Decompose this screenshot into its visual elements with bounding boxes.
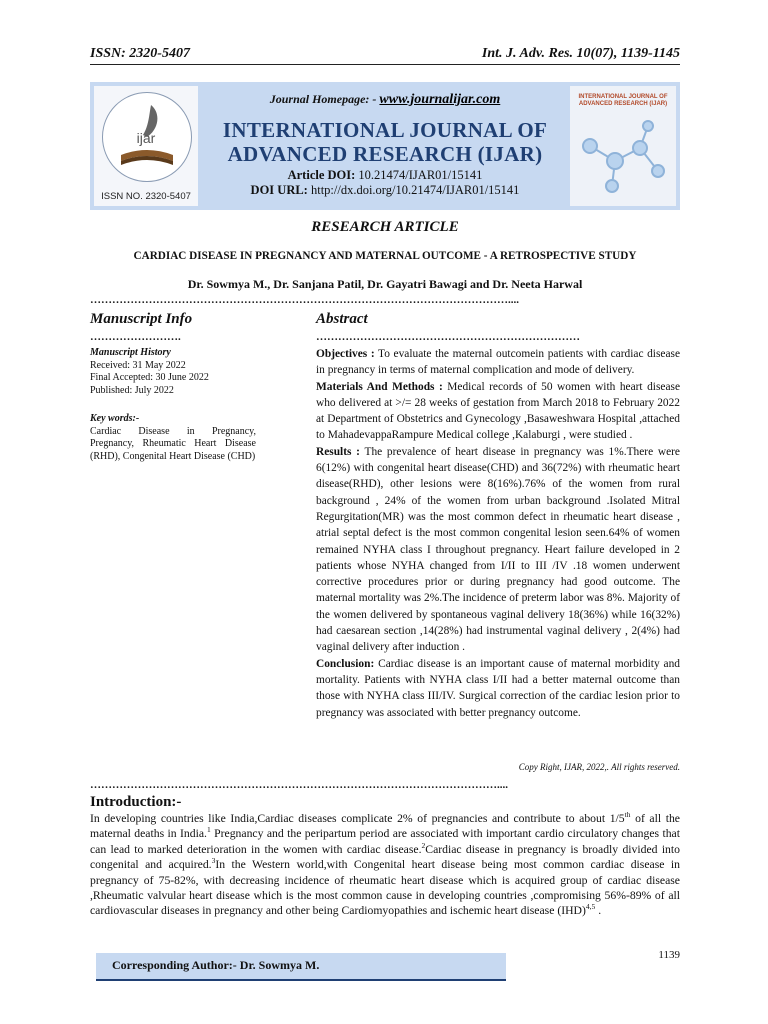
doi-label: Article DOI: bbox=[287, 168, 356, 182]
doi-value: 10.21474/IJAR01/15141 bbox=[358, 168, 483, 182]
abstract-results bbox=[316, 444, 680, 656]
manuscript-history bbox=[90, 347, 256, 397]
intro-text-1: In developing countries like India,Cardiac diseases complicate 2% of pregnancies and contribute to about 1/5 bbox=[90, 812, 625, 825]
intro-text-6: . bbox=[595, 904, 602, 918]
journal-cover-image bbox=[570, 86, 676, 206]
citation-1: 1 bbox=[206, 825, 211, 835]
citation-2: 2 bbox=[421, 840, 426, 850]
accepted-date: Final Accepted: 30 June 2022 bbox=[90, 372, 209, 384]
abstract-heading: Abstract bbox=[316, 311, 368, 327]
objectives-label: Objectives : bbox=[316, 348, 375, 360]
citation-3: 3 bbox=[211, 856, 216, 866]
separator-top: …………………………………………………………………………………………………….... bbox=[90, 294, 519, 306]
page-number: 1139 bbox=[658, 949, 680, 961]
running-header bbox=[90, 46, 680, 65]
journal-title-line1: INTERNATIONAL JOURNAL OF bbox=[222, 118, 548, 142]
abstract-body bbox=[316, 346, 680, 721]
logo-wordmark: ijar bbox=[136, 130, 156, 146]
introduction-heading: Introduction:- bbox=[90, 794, 182, 810]
citation-4-5: 4,5 bbox=[585, 902, 596, 912]
homepage-link[interactable]: www.journalijar.com bbox=[379, 92, 501, 107]
journal-banner bbox=[90, 82, 680, 210]
conclusion-label: Conclusion: bbox=[316, 657, 375, 670]
corresponding-author: Corresponding Author:- Dr. Sowmya M. bbox=[112, 958, 320, 972]
methods-text: Medical records of 50 women with heart disease who delivered at >/= 28 weeks of gestation from March 2018 to February 2022 at Department of Obstetrics and Gynecology ,Basaweshwara Hospital ,attached to MahadevappaRampure Medical college ,Kalaburgi , were studied . bbox=[316, 380, 680, 442]
homepage-label: Journal Homepage: - bbox=[269, 92, 377, 106]
logo-issn: ISSN NO. 2320-5407 bbox=[101, 191, 191, 202]
published-date: Published: July 2022 bbox=[90, 384, 174, 396]
methods-label: Materials And Methods : bbox=[316, 380, 443, 393]
intro-text-2: of all the maternal deaths in India. bbox=[90, 812, 680, 841]
abstract-conclusion bbox=[316, 656, 680, 721]
copyright-notice: Copy Right, IJAR, 2022,. All rights reserved. bbox=[518, 762, 680, 772]
article-title: CARDIAC DISEASE IN PREGNANCY AND MATERNAL OUTCOME - A RETROSPECTIVE STUDY bbox=[133, 250, 637, 262]
keywords-block bbox=[90, 413, 256, 463]
abstract-separator: ……………………………………………………………… bbox=[316, 331, 580, 343]
intro-text-5: In the Western world,with Congenital heart disease being most common cardiac disease in pregnancy of 75-82%, with decreasing incidence of rheumatic heart disease which is acquired group of cardiac disease ,Rheumatic valvular heart disease which is the most common cause in developing countries ,compromising 56%-89% of all cardiovascular diseases in pregnancy and other being Cardiomyopathies and ischemic heart disease (IHD) bbox=[90, 858, 680, 918]
intro-text-3: Pregnancy and the peripartum period are associated with important cardio circulatory changes that can lead to marked deterioration in the women with cardiac disease. bbox=[90, 827, 680, 856]
intro-text-4: Cardiac disease in pregnancy is broadly divided into congenital and acquired. bbox=[90, 842, 680, 872]
results-label: Results : bbox=[316, 445, 360, 458]
corresponding-author-box bbox=[96, 953, 506, 981]
journal-title-line2: ADVANCED RESEARCH (IJAR) bbox=[227, 142, 543, 166]
article-authors: Dr. Sowmya M., Dr. Sanjana Patil, Dr. Gayatri Bawagi and Dr. Neeta Harwal bbox=[187, 277, 583, 291]
history-label: Manuscript History bbox=[90, 347, 171, 358]
journal-title bbox=[208, 118, 562, 166]
intro-sup-th: th bbox=[624, 810, 631, 820]
citation-label: Int. J. Adv. Res. 10(07), 1139-1145 bbox=[481, 46, 680, 61]
cover-title: INTERNATIONAL JOURNAL OF ADVANCED RESEARCH (IJAR) bbox=[578, 94, 668, 107]
doi-block bbox=[208, 168, 562, 198]
abstract-methods bbox=[316, 379, 680, 444]
manuscript-separator: ……………………. bbox=[90, 331, 181, 343]
abstract-objectives bbox=[316, 346, 680, 379]
objectives-text: To evaluate the maternal outcomein patients with cardiac disease in pregnancy in terms of maternal complication and mode of delivery. bbox=[316, 348, 681, 377]
doi-url-label: DOI URL: bbox=[250, 183, 308, 197]
keywords-label: Key words:- bbox=[90, 413, 140, 424]
conclusion-text: Cardiac disease is an important cause of maternal morbidity and mortality. Patients with NYHA class I/II had a better maternal outcome than those with NYHA class III/IV. Surgical correction of the cardiac lesion prior to pregnancy was associated with better pregnancy outcome. bbox=[316, 657, 680, 719]
received-date: Received: 31 May 2022 bbox=[90, 359, 186, 371]
results-text: The prevalence of heart disease in pregnancy was 1%.There were 6(12%) with congenital heart disease(CHD) and 36(72%) with rheumatic heart disease(RHD), other lesions were 8(16%).76% of the women from rural background , 24% of the women from urban background .Isolated Mitral Regurgitation(MR) was the most common defect in rheumatic heart disease , atrial septal defect is the most common congenital lesion seen.64% of women remained NYHA class I throughout pregnancy. Heart failure developed in 2 patients whose NYHA changed from I/II to III /IV .18 women underwent corrective procedures prior or during pregnancy had good outcome. The maternal mortality was 2%.The incidence of preterm labor was 8%. Majority of the women delivered by spontaneous vaginal delivery 18(36%) while 16(32%) had caesarean section ,14(28%) had instrumental vaginal delivery , 2(4%) had vaginal delivery after induction . bbox=[316, 445, 680, 654]
doi-url-link[interactable]: http://dx.doi.org/10.21474/IJAR01/15141 bbox=[310, 183, 520, 197]
introduction-body bbox=[90, 811, 680, 919]
issn-label: ISSN: 2320-5407 bbox=[90, 46, 190, 61]
keywords-text: Cardiac Disease in Pregnancy, Pregnancy, Rheumatic Heart Disease (RHD), Congenital Heart Disease (CHD) bbox=[90, 425, 256, 462]
separator-bottom: ………………………………………………………………………………………………….... bbox=[90, 779, 508, 791]
manuscript-info-heading: Manuscript Info bbox=[90, 311, 193, 327]
molecule-icon bbox=[570, 86, 676, 206]
article-type: RESEARCH ARTICLE bbox=[311, 219, 459, 235]
